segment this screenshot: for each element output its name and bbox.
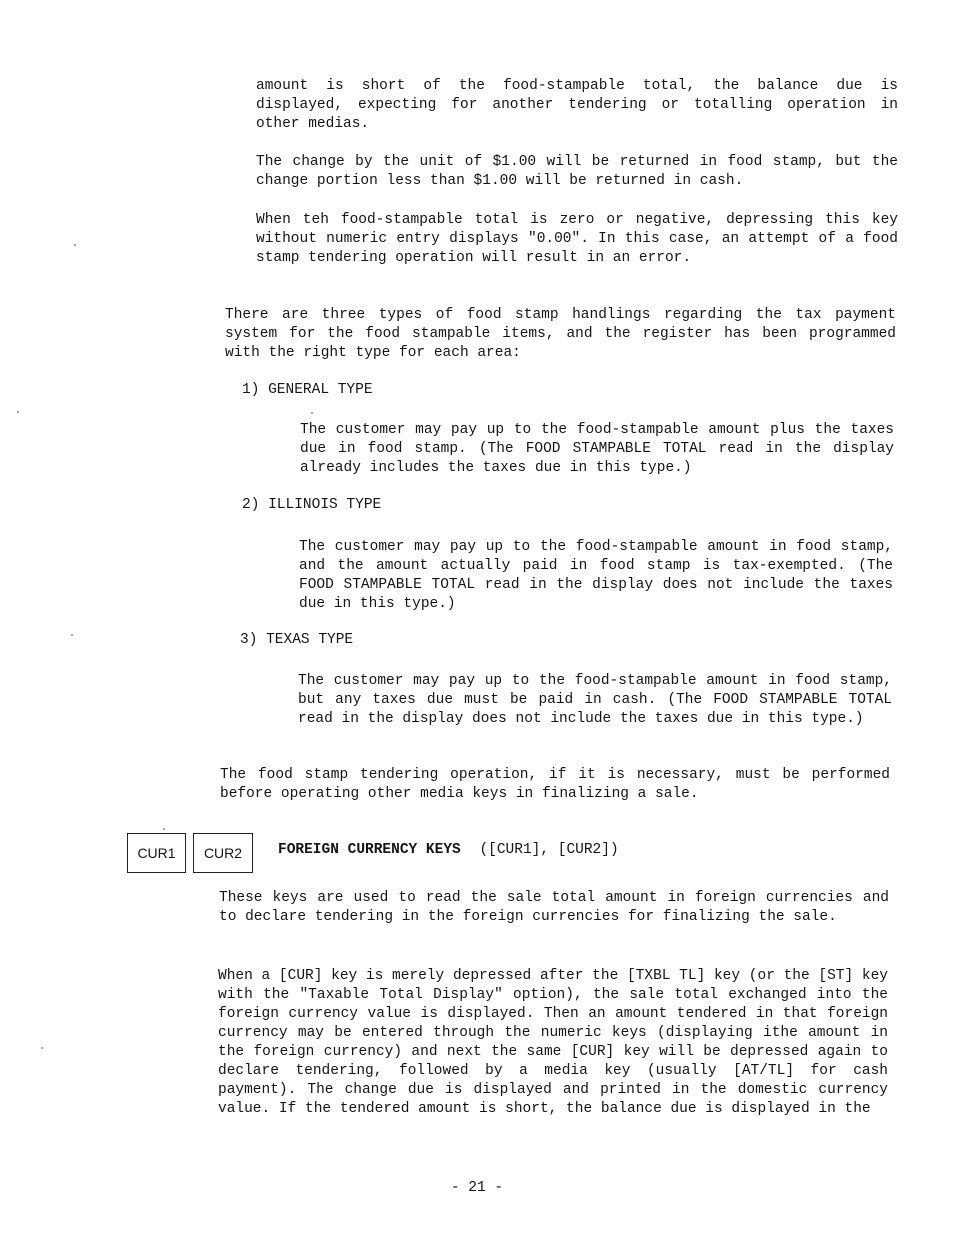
paragraph-change-food-stamp: The change by the unit of $1.00 will be returned in food stamp, but the change portion less than $1.00 will be returned in cash. [256, 154, 898, 189]
type-text-illinois: The customer may pay up to the food-stampable amount in food stamp, and the amount actually paid in food stamp is tax-exempted. (The FOOD STAMPABLE TOTAL read in the display does not include the taxes due in this type.) [299, 539, 893, 612]
type-heading-texas: 3) TEXAS TYPE [240, 632, 354, 648]
section-title-text: FOREIGN CURRENCY KEYS [278, 842, 461, 858]
paragraph-tendering-order: The food stamp tendering operation, if it is necessary, must be performed before operating other media keys in finalizing a sale. [220, 767, 890, 802]
paragraph-cur-key-operation: When a [CUR] key is merely depressed after the [TXBL TL] key (or the [ST] key with the "Taxable Total Display" option), the sale total exchanged into the foreign currency value is displayed. Then an amount tendered in that foreign currency may be entered through the numeric keys (displaying ithe amount in the foreign currency) and next the same [CUR] key will be depressed again to declare tendering, followed by a media key (usually [AT/TL] for cash payment). The change due is displayed and printed in the domestic currency value. If the tendered amount is short, the balance due is displayed in the [218, 968, 889, 1117]
type-heading-general: 1) GENERAL TYPE [242, 382, 373, 398]
type-text-texas: The customer may pay up to the food-stampable amount in food stamp, but any taxes due must be paid in cash. (The FOOD STAMPABLE TOTAL read in the display does not include the taxes due in this type.) [298, 673, 892, 727]
type-heading-illinois: 2) ILLINOIS TYPE [242, 497, 382, 513]
type-text-general: The customer may pay up to the food-stampable amount plus the taxes due in food stamp. (The FOOD STAMPABLE TOTAL read in the display already includes the taxes due in this type.) [300, 422, 894, 476]
section-title-keys: ([CUR1], [CUR2]) [479, 842, 619, 858]
paragraph-zero-total: When teh food-stampable total is zero or negative, depressing this key without numeric entry displays "0.00". In this case, an attempt of a food stamp tendering operation will result in an error. [256, 212, 898, 266]
paragraph-three-types: There are three types of food stamp handlings regarding the tax payment system for the food stampable items, and the register has been programmed with the right type for each area: [225, 307, 896, 361]
paragraph-balance-due: amount is short of the food-stampable total, the balance due is displayed, expecting for another tendering or totalling operation in other medias. [256, 78, 898, 132]
paragraph-foreign-keys-purpose: These keys are used to read the sale total amount in foreign currencies and to declare tendering in the foreign currencies for finalizing the sale. [219, 890, 889, 925]
cur2-key-icon [193, 833, 253, 873]
cur2-key-label: CUR2 [203, 845, 243, 861]
cur1-key-label: CUR1 [137, 845, 176, 861]
cur1-key-icon [127, 833, 186, 873]
section-title [278, 841, 619, 860]
page-number: - 21 - [450, 1180, 504, 1196]
